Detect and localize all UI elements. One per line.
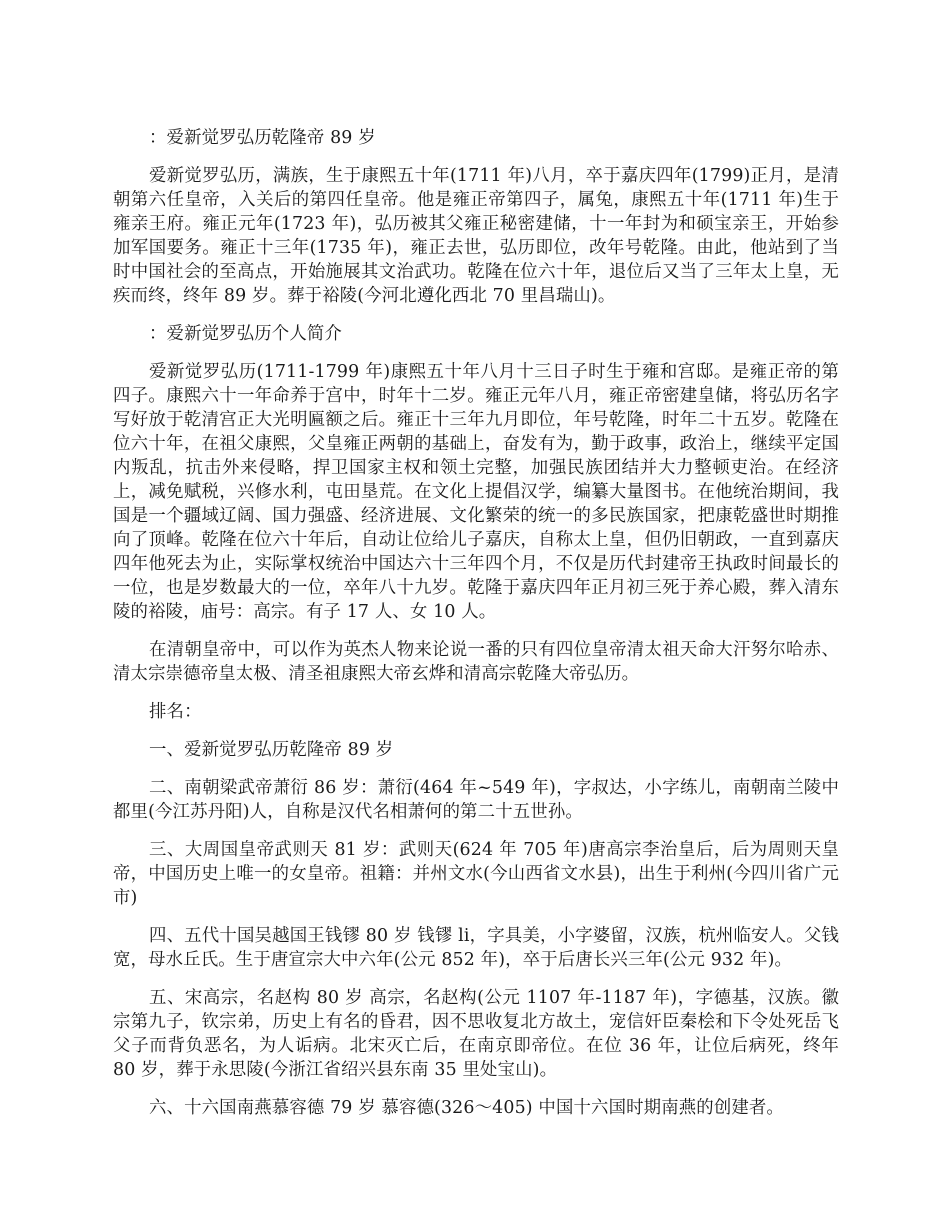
ranking-item-6: 六、十六国南燕慕容德 79 岁 慕容德(326～405) 中国十六国时期南燕的创建者。 (149, 1098, 784, 1118)
ranking-item-4: 四、五代十国吴越国王钱镠 80 岁 钱镠 li，字具美，小字婆留，汉族，杭州临安人。父钱宽，母水丘氏。生于唐宣宗大中六年(公元 852 年)，卒于后唐长兴三年(公元 932 年)。 (113, 926, 839, 970)
ranking-label: 排名： (149, 702, 202, 722)
paragraph-qianlong-biography: 爱新觉罗弘历，满族，生于康熙五十年(1711 年)八月，卒于嘉庆四年(1799)正月，是清朝第六任皇帝，入关后的第四任皇帝。他是雍正帝第四子，属兔，康熙五十年(1711 年)生于雍亲王府。雍正元年(1723 年)，弘历被其父雍正秘密建储，十一年封为和硕宝亲王，开始参加军国要务。雍正十三年(1735 年)，雍正去世，弘历即位，改年号乾隆。由此，他站到了当时中国社会的至高点，开始施展其文治武功。乾隆在位六十年，退位后又当了三年太上皇，无疾而终，终年 89 岁。葬于裕陵(今河北遵化西北 70 里昌瑞山)。 (113, 166, 839, 306)
heading-personal-profile: ：爱新觉罗弘历个人简介 (149, 324, 342, 344)
document-body (113, 126, 839, 1134)
ranking-item-2: 二、南朝梁武帝萧衍 86 岁：萧衍(464 年~549 年)，字叔达，小字练儿，南朝南兰陵中都里(今江苏丹阳)人，自称是汉代名相萧何的第二十五世孙。 (113, 778, 839, 822)
ranking-item-1: 一、爱新觉罗弘历乾隆帝 89 岁 (149, 740, 394, 760)
paragraph-personal-profile: 爱新觉罗弘历(1711-1799 年)康熙五十年八月十三日子时生于雍和宫邸。是雍正帝的第四子。康熙六十一年命养于宫中，时年十二岁。雍正元年八月，雍正帝密建皇储，将弘历名字写好放于乾清宫正大光明匾额之后。雍正十三年九月即位，年号乾隆，时年二十五岁。乾隆在位六十年，在祖父康熙，父皇雍正两朝的基础上，奋发有为，勤于政事，政治上，继续平定国内叛乱，抗击外来侵略，捍卫国家主权和领土完整，加强民族团结并大力整顿吏治。在经济上，减免赋税，兴修水利，屯田垦荒。在文化上提倡汉学，编纂大量图书。在他统治期间，我国是一个疆域辽阔、国力强盛、经济进展、文化繁荣的统一的多民族国家，把康乾盛世时期推向了顶峰。乾隆在位六十年后，自动让位给儿子嘉庆，自称太上皇，但仍旧朝政，一直到嘉庆四年他死去为止，实际掌权统治中国达六十三年四个月，不仅是历代封建帝王执政时间最长的一位，也是岁数最大的一位，卒年八十九岁。乾隆于嘉庆四年正月初三死于养心殿，葬入清东陵的裕陵，庙号：高宗。有子 17 人、女 10 人。 (113, 362, 839, 622)
ranking-item-3: 三、大周国皇帝武则天 81 岁：武则天(624 年 705 年)唐高宗李治皇后，后为周则天皇帝，中国历史上唯一的女皇帝。祖籍：并州文水(今山西省文水县)，出生于利州(今四川省广元市) (113, 840, 839, 908)
ranking-item-5: 五、宋高宗，名赵构 80 岁 高宗，名赵构(公元 1107 年-1187 年)，字德基，汉族。徽宗第九子，钦宗弟，历史上有名的昏君，因不思收复北方故土，宠信奸臣秦桧和下令处死岳飞父子而背负恶名，为人诟病。北宋灭亡后，在南京即帝位。在位 36 年，让位后病死，终年 80 岁，葬于永思陵(今浙江省绍兴县东南 35 里处宝山)。 (113, 988, 839, 1080)
heading-qianlong-age: ：爱新觉罗弘历乾隆帝 89 岁 (149, 128, 376, 148)
paragraph-four-emperors: 在清朝皇帝中，可以作为英杰人物来论说一番的只有四位皇帝清太祖天命大汗努尔哈赤、清太宗崇德帝皇太极、清圣祖康熙大帝玄烨和清高宗乾隆大帝弘历。 (113, 640, 839, 684)
